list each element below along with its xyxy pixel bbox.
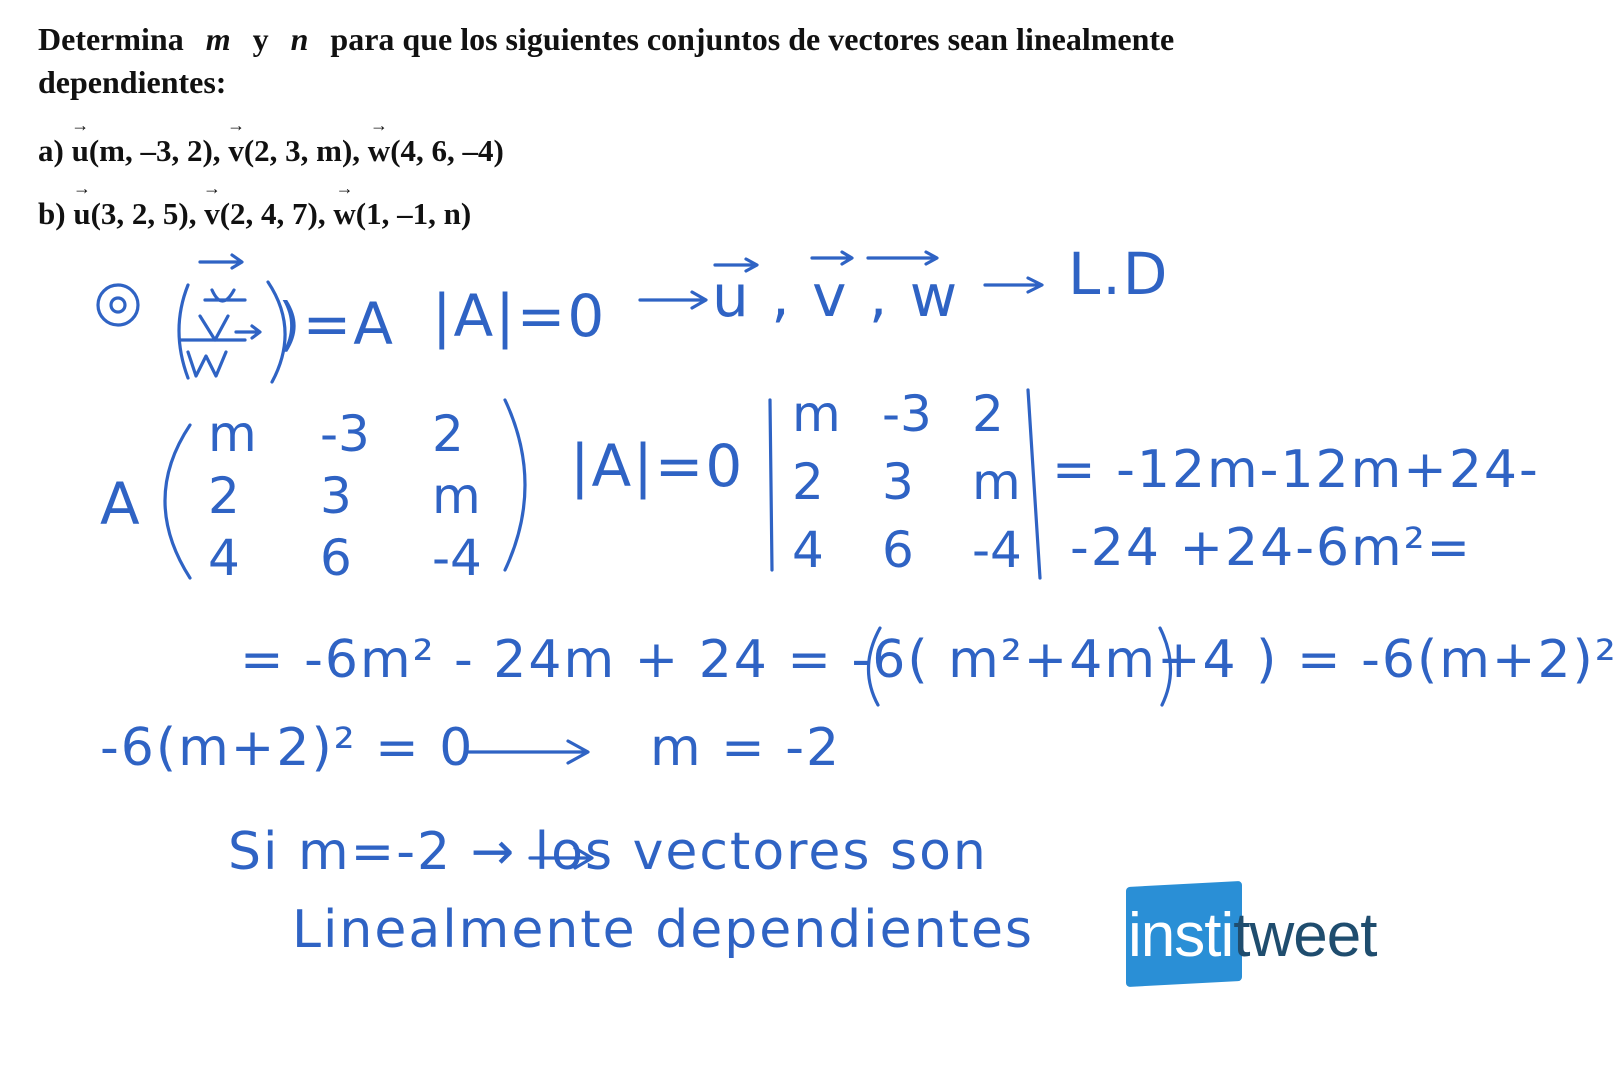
conclusion-line-2: Linealmente dependientes — [292, 900, 1035, 960]
solve-left: -6(m+2)² = 0 — [100, 718, 475, 778]
stack-bracket-left — [179, 285, 188, 378]
arrow-2 — [985, 278, 1042, 292]
matrix-cell-3-2: 6 — [320, 529, 352, 587]
logo-text — [1128, 900, 1376, 971]
vector-w: → w — [333, 196, 355, 232]
statement-rest: para que los siguientes conjuntos de vectores sean linealmente dependientes: — [38, 21, 1175, 100]
vector-v-args: (2, 3, m), — [243, 133, 361, 168]
conclusion-line-1: Si m=-2 → los vectores son — [228, 822, 988, 882]
ld-label: L.D — [1068, 240, 1170, 308]
vector-w: → w — [368, 133, 390, 169]
vector-u: → u — [73, 196, 90, 232]
matrix-cell-1-3: 2 — [432, 405, 464, 463]
var-n: n — [290, 21, 309, 57]
det-bar-left — [770, 400, 772, 570]
expansion-line: = -6m² - 24m + 24 = -6( m²+4m+4 ) = -6(m+2)² — [240, 630, 1618, 690]
det-zero-1: |A|=0 — [432, 282, 607, 350]
item-a-label: a) — [38, 133, 64, 168]
det-cell-1-1: m — [792, 385, 841, 443]
arrow-1 — [640, 292, 706, 308]
eq-A: )=A — [278, 290, 395, 358]
matrix-cell-2-2: 3 — [320, 467, 352, 525]
circled-label-a — [98, 285, 138, 325]
det-cell-2-2: 3 — [882, 453, 914, 511]
var-m: m — [205, 21, 231, 57]
vectors-list: u , v , w — [712, 262, 960, 330]
matrix-cell-2-3: m — [432, 467, 481, 525]
vector-w-args: (1, –1, n) — [355, 196, 472, 231]
stack-v — [200, 316, 260, 340]
det-cell-1-2: -3 — [882, 385, 932, 443]
det-result-2: -24 +24-6m²= — [1070, 518, 1473, 578]
vector-v: → v — [228, 133, 244, 169]
vector-u: → u — [72, 133, 89, 169]
vector-v: → v — [204, 196, 220, 232]
det-cell-3-1: 4 — [792, 521, 824, 579]
circled-label-a-inner — [111, 298, 125, 312]
det-zero-2: |A|=0 — [570, 432, 745, 500]
solve-arrow — [465, 741, 588, 763]
stack-u — [205, 290, 245, 301]
conj-y: y — [252, 21, 269, 57]
det-cell-3-3: -4 — [972, 521, 1022, 579]
det-cell-2-1: 2 — [792, 453, 824, 511]
det-bar-right — [1028, 390, 1040, 578]
matrix-cell-2-1: 2 — [208, 467, 240, 525]
statement-start: Determina — [38, 21, 184, 57]
det-cell-2-3: m — [972, 453, 1021, 511]
logo-part-tweet: tweet — [1233, 901, 1377, 970]
item-b-label: b) — [38, 196, 66, 231]
solve-right: m = -2 — [650, 718, 842, 778]
matrix-label: A — [100, 470, 142, 538]
institweet-logo — [1126, 884, 1416, 994]
matrix-paren-left — [165, 425, 190, 578]
logo-part-insti: insti — [1128, 901, 1234, 970]
matrix-paren-right — [505, 400, 525, 570]
det-result-1: = -12m-12m+24- — [1052, 440, 1540, 500]
stack-arrow-u — [200, 255, 242, 268]
matrix-cell-1-1: m — [208, 405, 257, 463]
vector-w-args: (4, 6, –4) — [390, 133, 504, 168]
stack-w — [188, 352, 226, 376]
vector-v-args: (2, 4, 7), — [219, 196, 326, 231]
det-cell-1-3: 2 — [972, 385, 1004, 443]
vector-u-args: (3, 2, 5), — [90, 196, 197, 231]
vector-u-args: (m, –3, 2), — [88, 133, 221, 168]
det-cell-3-2: 6 — [882, 521, 914, 579]
matrix-cell-1-2: -3 — [320, 405, 370, 463]
matrix-cell-3-1: 4 — [208, 529, 240, 587]
matrix-cell-3-3: -4 — [432, 529, 482, 587]
